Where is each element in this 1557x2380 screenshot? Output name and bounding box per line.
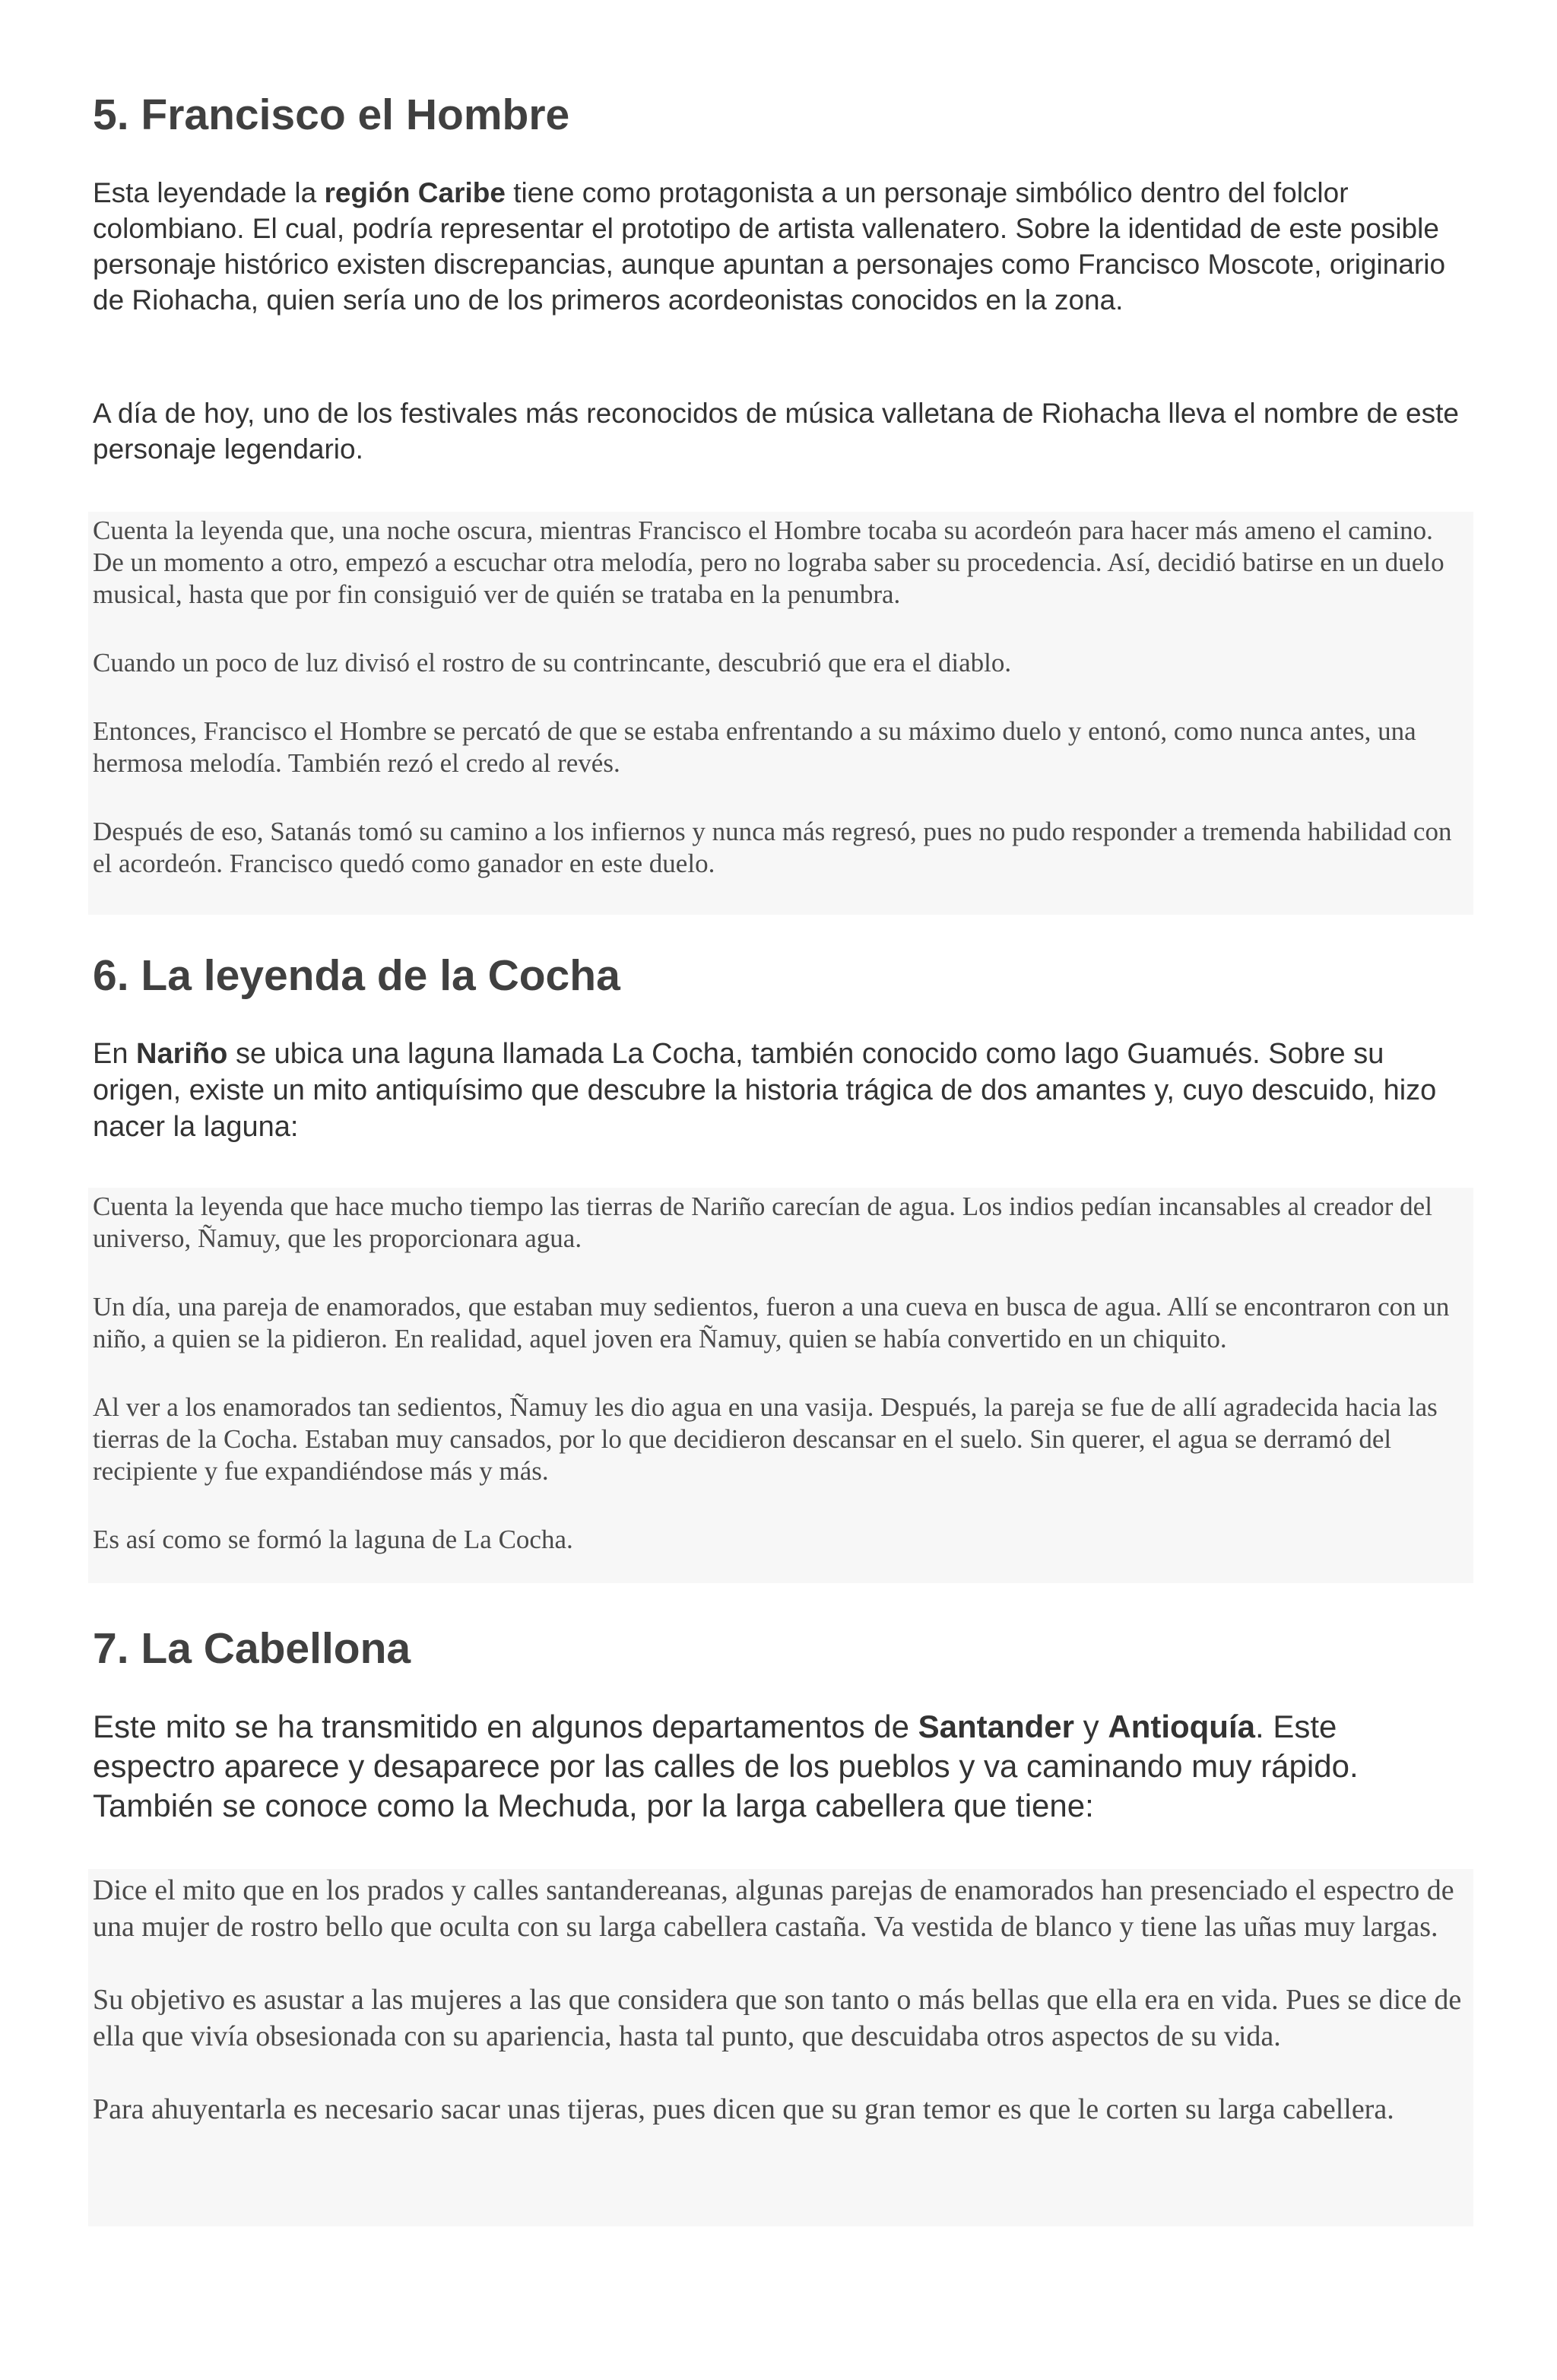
quote-paragraph: Es así como se formó la laguna de La Cocha. [93, 1525, 573, 1554]
section-intro-cocha [93, 1036, 1461, 1145]
quote-block-cocha [88, 1188, 1473, 1583]
section-heading-cocha: 6. La leyenda de la Cocha [93, 951, 620, 1000]
quote-paragraph: Cuenta la leyenda que, una noche oscura, mientras Francisco el Hombre tocaba su acordeón para hacer más ameno el camino. De un momento a otro, empezó a escuchar otra melodía, pero no lograba saber su procedencia. Así, decidió batirse en un duelo musical, hasta que por fin consiguió ver de quién se trataba en la penumbra. [93, 516, 1444, 609]
quote-paragraph: Su objetivo es asustar a las mujeres a las que considera que son tanto o más bellas que ella era en vida. Pues se dice de ella que vivía obsesionada con su apariencia, hasta tal punto, que descuidaba otros aspectos de su vida. [93, 1984, 1462, 2052]
intro-text: . Este espectro aparece y desaparece por las calles de los pueblos y va caminando muy rápido. También se conoce como la Mechuda, por la larga cabellera que tiene: [93, 1709, 1359, 1823]
quote-paragraph: Cuando un poco de luz divisó el rostro de su contrincante, descubrió que era el diablo. [93, 648, 1012, 678]
quote-paragraph: Dice el mito que en los prados y calles santandereanas, algunas parejas de enamorados han presenciado el espectro de una mujer de rostro bello que oculta con su larga cabellera castaña. Va vestida de blanco y tiene las uñas muy largas. [93, 1874, 1454, 1943]
quote-paragraph: Entonces, Francisco el Hombre se percató de que se estaba enfrentando a su máximo duelo y entonó, como nunca antes, una hermosa melodía. También rezó el credo al revés. [93, 716, 1416, 778]
intro-text: Este mito se ha transmitido en algunos departamentos de [93, 1709, 918, 1744]
intro-text: En [93, 1038, 137, 1070]
quote-paragraph: Al ver a los enamorados tan sedientos, Ñamuy les dio agua en una vasija. Después, la pareja se fue de allí agradecida hacia las tierras de la Cocha. Estaban muy cansados, por lo que decidieron descansar en el suelo. Sin querer, el agua se derramó del recipiente y fue expandiéndose más y más. [93, 1392, 1438, 1486]
section-heading-cabellona: 7. La Cabellona [93, 1624, 411, 1673]
quote-paragraph: Para ahuyentarla es necesario sacar unas tijeras, pues dicen que su gran temor es que le corten su larga cabellera. [93, 2093, 1394, 2125]
quote-paragraph: Después de eso, Satanás tomó su camino a los infiernos y nunca más regresó, pues no pudo responder a tremenda habilidad con el acordeón. Francisco quedó como ganador en este duelo. [93, 817, 1452, 878]
quote-block-francisco [88, 512, 1473, 915]
intro-bold-text: Nariño [136, 1038, 228, 1070]
intro-text: se ubica una laguna llamada La Cocha, también conocido como lago Guamués. Sobre su origen, existe un mito antiquísimo que descubre la historia trágica de dos amantes y, cuyo descuido, hizo nacer la laguna: [93, 1038, 1437, 1143]
section-heading-francisco: 5. Francisco el Hombre [93, 90, 570, 139]
intro-text: tiene como protagonista a un personaje simbólico dentro del folclor colombiano. El cual, podría representar el prototipo de artista vallenatero. Sobre la identidad de este posible personaje histórico existen discrepancias, aunque apuntan a personajes como Francisco Moscote, originario de Riohacha, quien sería uno de los primeros acordeonistas conocidos en la zona. [93, 177, 1446, 316]
quote-paragraph: Cuenta la leyenda que hace mucho tiempo las tierras de Nariño carecían de agua. Los indios pedían incansables al creador del universo, Ñamuy, que les proporcionara agua. [93, 1192, 1432, 1253]
intro-text: y [1074, 1709, 1108, 1744]
intro-bold-text: Santander [918, 1709, 1075, 1744]
section-intro-francisco-1 [93, 175, 1461, 318]
section-intro-cabellona [93, 1707, 1461, 1826]
quote-paragraph: Un día, una pareja de enamorados, que estaban muy sedientos, fueron a una cueva en busca de agua. Allí se encontraron con un niño, a quien se la pidieron. En realidad, aquel joven era Ñamuy, quien se había convertido en un chiquito. [93, 1292, 1450, 1353]
intro-text: Esta leyendade la [93, 177, 325, 208]
quote-block-cabellona [88, 1869, 1473, 2226]
intro-bold-text: región Caribe [324, 177, 506, 208]
section-intro-francisco-2: A día de hoy, uno de los festivales más reconocidos de música valletana de Riohacha lleva el nombre de este personaje legendario. [93, 398, 1459, 465]
intro-bold-text: Antioquía [1108, 1709, 1255, 1744]
